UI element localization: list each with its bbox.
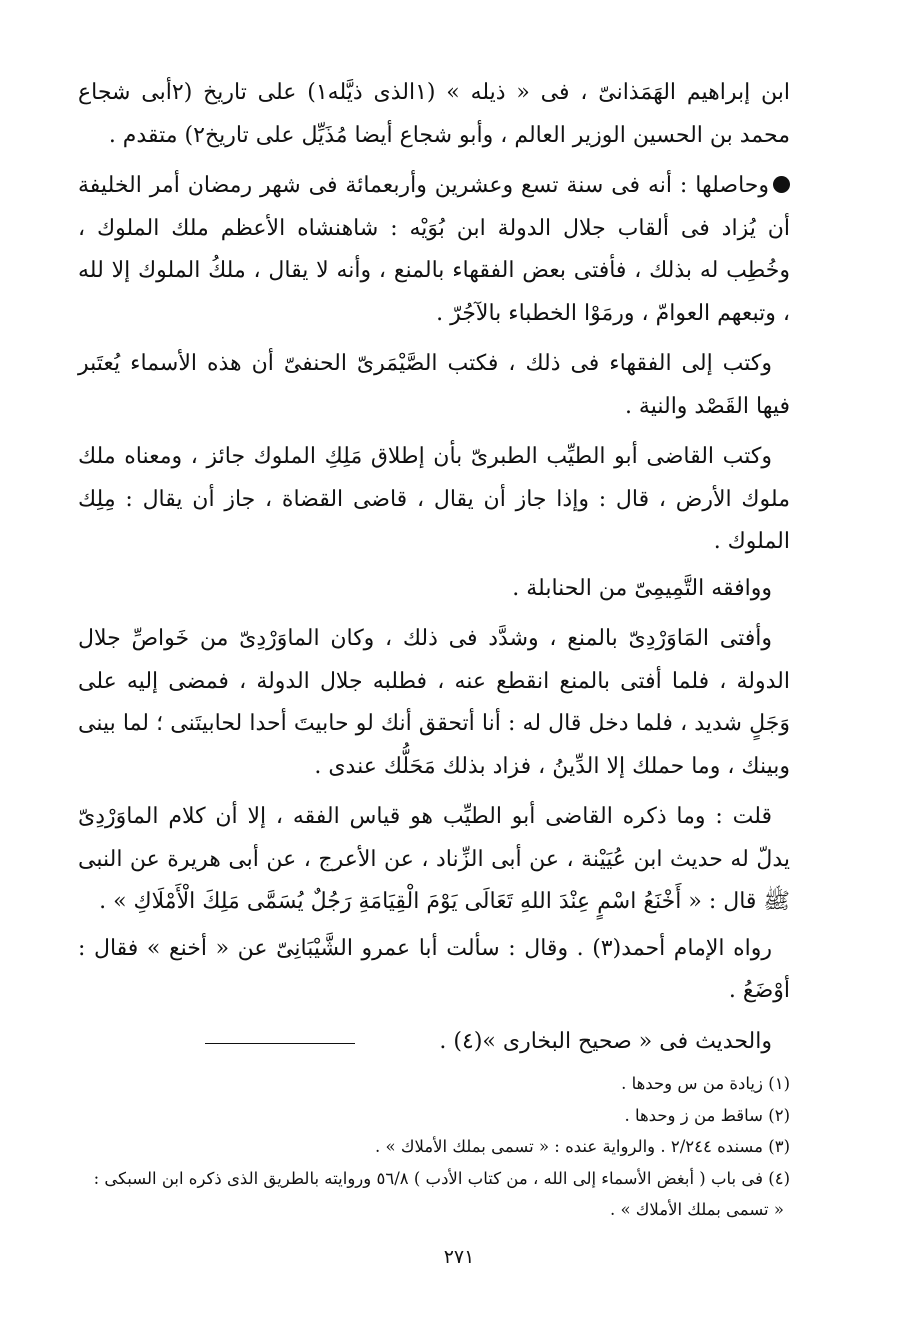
bullet-icon — [773, 176, 790, 193]
footnote-3: (٣) مسنده ٢/٢٤٤ . والرواية عنده : « تسمى بملك الأملاك » . — [375, 1137, 790, 1156]
page-number: ٢٧١ — [443, 1246, 475, 1268]
paragraph-7: قلت : وما ذكره القاضى أبو الطيِّب هو قياس الفقه ، إلا أن كلام الماوَرْدِىّ يدلّ له حديث ابن عُيَيْنة ، عن أبى الزِّناد ، عن الأعرج ، عن أبى هريرة عن النبى ﷺ قال : « أَخْنَعُ اسْمٍ عِنْدَ اللهِ تَعَالَى يَوْمَ الْقِيَامَةِ رَجُلٌ يُسَمَّى مَلِكَ الْأَمْلَاكِ » . — [78, 804, 790, 914]
footnote-2: (٢) ساقط من ز وحدها . — [624, 1105, 790, 1125]
footnotes — [78, 1068, 790, 1226]
paragraph-1: ابن إبراهيم الهَمَذانىّ ، فى « ذيله » (١الذى ذيَّله١) على تاريخ (٢أبى شجاع محمد بن الحسين الوزير العالم ، وأبو شجاع أيضا مُذَيِّل على تاريخ٢) متقدم . — [78, 80, 791, 148]
paragraph-4: وكتب القاضى أبو الطيِّب الطبرىّ بأن إطلاق مَلِكِ الملوك جائز ، ومعناه ملك ملوك الأرض ، قال : وإذا جاز أن يقال ، قاضى القضاة ، جاز أن يقال : مِلِك الملوك . — [78, 444, 790, 554]
footnote-4-continuation: « تسمى بملك الأملاك » . — [609, 1200, 784, 1219]
paragraph-5: ووافقه التَّمِيمِىّ من الحنابلة . — [512, 575, 772, 601]
paragraph-8: رواه الإمام أحمد(٣) . وقال : سألت أبا عمرو الشَّيْبَانِىّ عن « أخنع » فقال : أوْضَعُ . — [78, 935, 790, 1003]
paragraph-9: والحديث فى « صحيح البخارى »(٤) . — [439, 1028, 772, 1054]
footnote-4: (٤) فى باب ( أبغض الأسماء إلى الله ، من كتاب الأدب ) ٥٦/٨ وروايته بالطريق الذى ذكره ابن السبكى : — [93, 1168, 790, 1188]
main-text — [78, 72, 790, 1067]
paragraph-3: وكتب إلى الفقهاء فى ذلك ، فكتب الصَّيْمَرىّ الحنفىّ أن هذه الأسماء يُعتَبر فيها القَصْد والنية . — [78, 351, 790, 419]
paragraph-6: وأفتى المَاوَرْدِىّ بالمنع ، وشدَّد فى ذلك ، وكان الماوَرْدِىّ من خَواصِّ جلال الدولة ، فلما أفتى بالمنع انقطع عنه ، فطلبه جلال الدولة ، فمضى إليه على وَجَلٍ شديد ، فلما دخل قال له : أنا أتحقق أنك لو حابيتَ أحدا لحابيتَنى ؛ لما بينى وبينك ، وما حملك إلا الدِّينُ ، فزاد بذلك مَحَلُّك عندى . — [78, 626, 790, 779]
paragraph-2 — [78, 165, 790, 335]
footnote-1: (١) زيادة من س وحدها . — [621, 1074, 790, 1093]
paragraph-2-text: وحاصلها : أنه فى سنة تسع وعشرين وأربعمائة فى شهر رمضان أمر الخليفة أن يُزاد فى ألقاب جلال الدولة ابن بُوَيْه : شاهنشاه الأعظم ملك الملوك ، وخُطِب له بذلك ، فأفتى بعض الفقهاء بالمنع ، وأنه لا يقال ، ملكُ الملوك إلا لله ، وتبعهم العوامّ ، ورمَوْا الخطباء بالآجُرّ . — [78, 173, 790, 326]
footnote-divider — [205, 1043, 355, 1044]
